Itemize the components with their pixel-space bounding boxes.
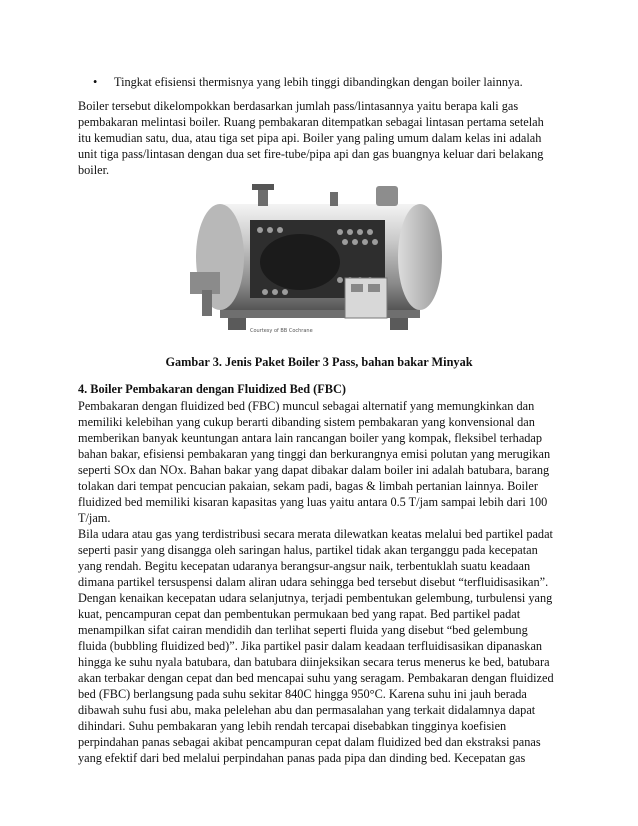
text-line: menampilkan sifat cairan mendidih dan terlihat seperti fluida yang disebut “bed gelembung [78,623,528,637]
text-line: itu kemudian satu, dua, atau tiga set pipa api. Boiler yang paling umum dalam kelas ini adalah [78,131,542,145]
text-line: bed (FBC) berlangsung pada suhu sekitar 840C hingga 950°C. Karena suhu ini jauh berada [78,687,527,701]
text-line: T/jam. [78,511,111,525]
leg [390,318,408,330]
steam-outlet [376,186,398,206]
text-line: perpindahan panas sebagai akibat pencampuran cepat dalam fluidized bed dan ekstraksi panas [78,735,541,749]
intro-paragraph [78,98,564,178]
section-body [78,398,564,766]
burner-pipe [202,290,212,316]
text-line: memiliki kelebihan yang cukup berarti dibanding sistem pembakaran yang konvensional dan [78,415,535,429]
text-line: Dengan kenaikan kecepatan udara selanjutnya, terjadi pembentukan gelembung, turbulensi yang [78,591,553,605]
text-line: seperti SOx dan NOx. Bahan bakar yang dapat dibakar dalam boiler ini adalah batubara, barang [78,463,550,477]
text-line: dimana partikel tersuspensi dalam aliran udara sehingga bed tersebut disebut “terfluidisasikan”. [78,575,549,589]
text-line: fluida (bubbling fluidized bed)”. Jika partikel pasir dalam keadaan terfluidisasikan dipanaskan [78,639,543,653]
text-line: seperti pasir yang disangga oleh saringan halus, partikel tidak akan terganggu pada kecepatan [78,543,538,557]
text-line: Boiler tersebut dikelompokkan berdasarkan jumlah pass/lintasannya yaitu berapa kali gas [78,99,519,113]
text-line: Pembakaran dengan fluidized bed (FBC) muncul sebagai alternatif yang memungkinkan dan [78,399,535,413]
figure-credit: Courtesy of BB Cochrane [250,328,313,334]
text-line: pembakaran melintasi boiler. Ruang pembakaran ditempatkan sebagai lintasan pertama setelah [78,115,544,129]
furnace-tube [260,234,340,290]
text-line: yang efektif dari bed melalui perpindahan panas pada pipa dan dinding bed. Kecepatan gas [78,751,526,765]
text-line: Bila udara atau gas yang terdistribusi secara merata dilewatkan keatas melalui bed partikel padat [78,527,553,541]
rear-cap [398,204,442,310]
section-heading: 4. Boiler Pembakaran dengan Fluidized Bed (FBC) [78,382,346,396]
top-valve-cap [252,184,274,190]
top-valve [330,192,338,206]
text-line: dihindari. Suhu pembakaran yang lebih rendah tercapai disebabkan tingginya koefisien [78,719,507,733]
text-line: unit tiga pass/lintasan dengan dua set fire-tube/pipa api dan gas buangnya keluar dari belakang [78,147,544,161]
text-line: tolakan dari tempat pencucian pakaian, sekam padi, bagas & limbah pertanian lainnya. Boiler [78,479,538,493]
text-line: hingga ke suhu nyala batubara, dan batubara diinjeksikan secara terus menerus ke bed, batubara [78,655,550,669]
boiler-figure [180,180,458,342]
text-line: bahan bakar, efisiensi pembakaran yang tinggi dan berkurangnya emisi polutan yang merugikan [78,447,551,461]
bullet-dot-icon: • [93,75,98,89]
leg [228,318,246,330]
text-line: boiler. [78,163,110,177]
text-line: akan terbakar dengan cepat dan bed mencapai suhu yang seragam. Pembakaran dengan fluidized [78,671,554,685]
text-line: memberikan banyak keuntungan antara lain rancangan boiler yang kompak, fleksibel terhadap [78,431,543,445]
figure-caption: Gambar 3. Jenis Paket Boiler 3 Pass, bahan bakar Minyak [165,355,473,369]
boiler-illustration [180,180,458,342]
panel-gauge [351,284,363,292]
text-line: dibawah suhu fusi abu, maka pelelehan abu dan permasalahan yang terkait didalamnya dapat [78,703,536,717]
text-line: fluidized bed memiliki kisaran kapasitas yang luas yaitu antara 0.5 T/jam sampai lebih dari 100 [78,495,548,509]
bullet-text: Tingkat efisiensi thermisnya yang lebih tinggi dibandingkan dengan boiler lainnya. [114,75,523,89]
panel-gauge [368,284,380,292]
text-line: kuat, pencampuran cepat dan pembentukan permukaan bed yang rapat. Bed partikel padat [78,607,521,621]
text-line: yang rendah. Begitu kecepatan udaranya berangsur-angsur naik, terbentuklah suatu keadaan [78,559,531,573]
top-valve [258,188,268,206]
